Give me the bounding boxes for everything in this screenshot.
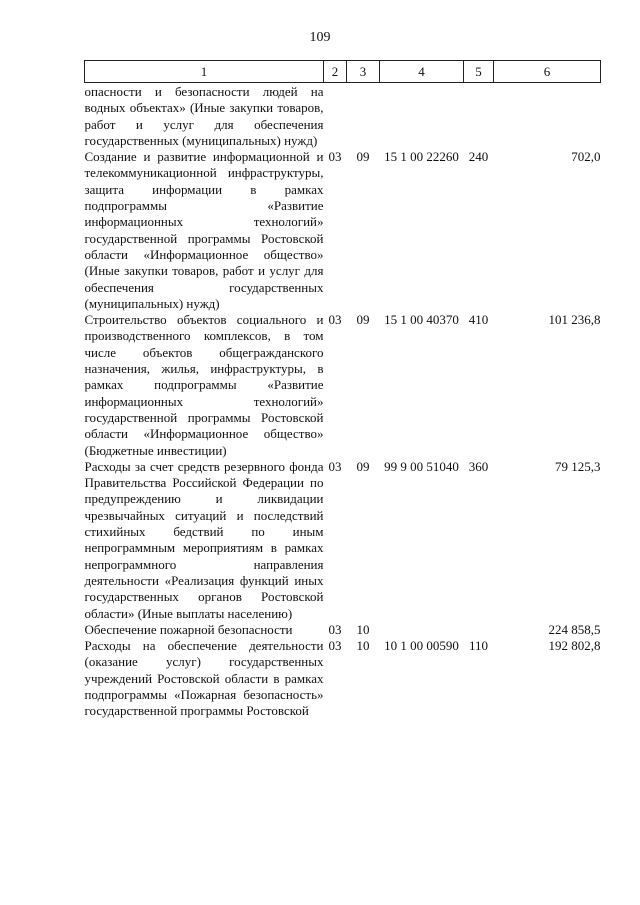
row-section: 03 xyxy=(328,621,342,637)
row-expense-type: 240 xyxy=(468,149,489,165)
header-row xyxy=(85,61,601,83)
row-expense-type xyxy=(464,622,494,638)
row-target-code: 10 1 00 00590 xyxy=(384,638,459,654)
page-number: 109 xyxy=(309,30,331,45)
table-row xyxy=(85,83,601,150)
row-description: Создание и развитие информационной и телекоммуникационной инфраструктуры, защита информации в рамках подпрограммы «Развитие информационных технологий» государственной программы Ростовской области «Информационное общество» (Иные закупки товаров, работ и услуг для обеспечения государственных (муниципальных) нужд) xyxy=(84,149,324,311)
row-section: 03 xyxy=(328,638,342,654)
row-description: Обеспечение пожарной безопасности xyxy=(84,621,293,637)
row-amount xyxy=(494,83,601,150)
row-amount: 79 125,3 xyxy=(555,458,601,474)
header-cell-3: 3 xyxy=(347,61,380,83)
row-description: опасности и безопасности людей на водных объектах» (Иные закупки товаров, работ и услуг для обеспечения государственных (муниципальных) нужд) xyxy=(84,84,324,148)
row-subsection: 09 xyxy=(356,458,370,474)
row-expense-type: 110 xyxy=(468,638,489,654)
row-subsection: 09 xyxy=(356,312,370,328)
budget-table xyxy=(84,60,601,720)
row-subsection: 10 xyxy=(356,621,370,637)
header-cell-5: 5 xyxy=(464,61,494,83)
row-amount: 702,0 xyxy=(571,149,601,165)
row-section: 03 xyxy=(328,149,342,165)
row-amount: 224 858,5 xyxy=(548,621,601,637)
row-description: Расходы за счет средств резервного фонда Правительства Российской Федерации по предупреждению и ликвидации чрезвычайных ситуаций и последствий стихийных бедствий по иным непрограммным мероприятиям в рамках непрограммного направления деятельности «Реализация функций иных государственных органов Ростовской области» (Иные выплаты населению) xyxy=(84,458,324,621)
table-row xyxy=(85,459,601,622)
row-expense-type: 410 xyxy=(468,312,489,328)
row-target-code xyxy=(380,622,464,638)
header-cell-1: 1 xyxy=(85,61,324,83)
row-section xyxy=(324,83,347,150)
row-amount: 101 236,8 xyxy=(548,312,601,328)
row-section: 03 xyxy=(328,458,342,474)
row-subsection: 10 xyxy=(356,638,370,654)
header-cell-4: 4 xyxy=(380,61,464,83)
row-expense-type xyxy=(464,83,494,150)
header-cell-2: 2 xyxy=(324,61,347,83)
table-row xyxy=(85,149,601,312)
table-row xyxy=(85,622,601,638)
table-row xyxy=(85,312,601,459)
row-section: 03 xyxy=(328,312,342,328)
row-subsection xyxy=(347,83,380,150)
row-subsection: 09 xyxy=(356,149,370,165)
header-cell-6: 6 xyxy=(494,61,601,83)
row-target-code xyxy=(380,83,464,150)
row-description: Расходы на обеспечение деятельности (оказание услуг) государственных учреждений Ростовской области в рамках подпрограммы «Пожарная безопасность» государственной программы Ростовской xyxy=(84,638,324,719)
row-description: Строительство объектов социального и производственного комплексов, в том числе объектов общегражданского назначения, жилья, инфраструктуры, в рамках подпрограммы «Развитие информационных технологий» государственной программы Ростовской области «Информационное общество» (Бюджетные инвестиции) xyxy=(84,312,324,458)
row-target-code: 15 1 00 40370 xyxy=(384,312,459,328)
table-row xyxy=(85,638,601,719)
row-target-code: 15 1 00 22260 xyxy=(384,149,459,165)
row-target-code: 99 9 00 51040 xyxy=(384,458,459,474)
row-expense-type: 360 xyxy=(468,458,489,474)
row-amount: 192 802,8 xyxy=(548,638,601,654)
